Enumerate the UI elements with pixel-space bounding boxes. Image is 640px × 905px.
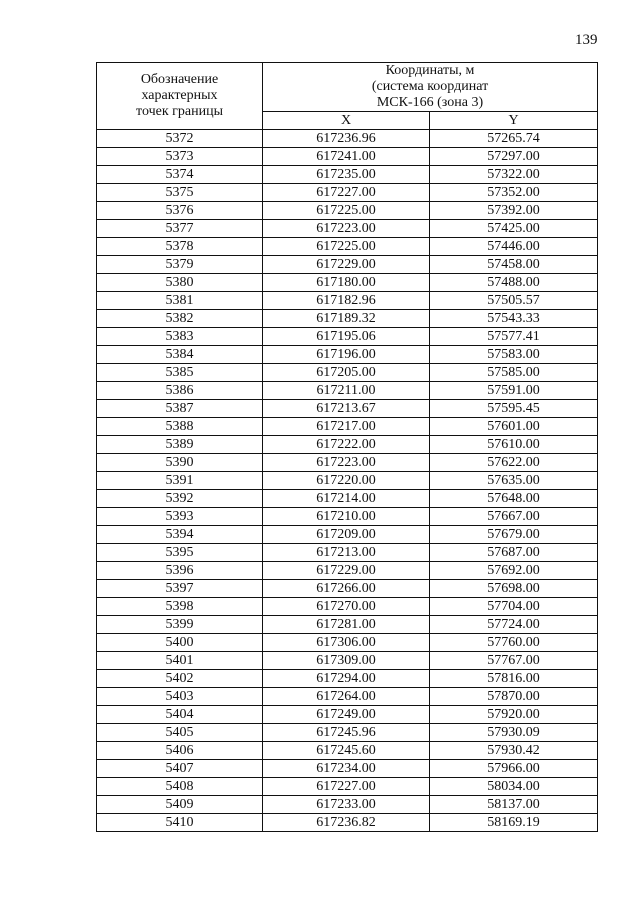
point-cell: 5388: [97, 418, 263, 436]
table-row: [97, 670, 598, 688]
x-cell: 617195.06: [263, 328, 430, 346]
point-cell: 5382: [97, 310, 263, 328]
point-header-line: Обозначение: [140, 72, 219, 87]
x-cell: 617294.00: [263, 670, 430, 688]
table-row: [97, 598, 598, 616]
table-row: [97, 346, 598, 364]
x-cell: 617266.00: [263, 580, 430, 598]
x-cell: 617220.00: [263, 472, 430, 490]
y-column-header: Y: [430, 112, 598, 130]
x-cell: 617241.00: [263, 148, 430, 166]
x-cell: 617222.00: [263, 436, 430, 454]
table-row: [97, 760, 598, 778]
table-row: [97, 562, 598, 580]
table-row: [97, 328, 598, 346]
y-cell: 57583.00: [430, 346, 598, 364]
page-number: 139: [575, 32, 598, 48]
x-cell: 617233.00: [263, 796, 430, 814]
point-cell: 5391: [97, 472, 263, 490]
table-row: [97, 364, 598, 382]
point-cell: 5407: [97, 760, 263, 778]
y-cell: 57543.33: [430, 310, 598, 328]
y-cell: 57704.00: [430, 598, 598, 616]
x-cell: 617189.32: [263, 310, 430, 328]
y-cell: 57297.00: [430, 148, 598, 166]
x-cell: 617225.00: [263, 202, 430, 220]
coordinates-table: [96, 62, 598, 832]
point-cell: 5389: [97, 436, 263, 454]
table-row: [97, 814, 598, 832]
point-cell: 5377: [97, 220, 263, 238]
table-row: [97, 202, 598, 220]
y-cell: 57458.00: [430, 256, 598, 274]
point-cell: 5378: [97, 238, 263, 256]
table-row: [97, 166, 598, 184]
y-cell: 57698.00: [430, 580, 598, 598]
y-cell: 57595.45: [430, 400, 598, 418]
coords-header-line: (система координат: [371, 79, 489, 94]
x-cell: 617245.60: [263, 742, 430, 760]
y-cell: 57577.41: [430, 328, 598, 346]
y-cell: 57622.00: [430, 454, 598, 472]
point-cell: 5408: [97, 778, 263, 796]
table-row: [97, 436, 598, 454]
x-cell: 617270.00: [263, 598, 430, 616]
x-cell: 617180.00: [263, 274, 430, 292]
y-cell: 57352.00: [430, 184, 598, 202]
y-cell: 57724.00: [430, 616, 598, 634]
point-cell: 5402: [97, 670, 263, 688]
point-column-header: [97, 63, 263, 130]
y-cell: 57505.57: [430, 292, 598, 310]
y-cell: 57667.00: [430, 508, 598, 526]
x-cell: 617217.00: [263, 418, 430, 436]
x-cell: 617229.00: [263, 256, 430, 274]
point-cell: 5387: [97, 400, 263, 418]
y-cell: 58137.00: [430, 796, 598, 814]
table-row: [97, 724, 598, 742]
table-row: [97, 310, 598, 328]
x-cell: 617196.00: [263, 346, 430, 364]
point-cell: 5385: [97, 364, 263, 382]
x-cell: 617264.00: [263, 688, 430, 706]
x-cell: 617210.00: [263, 508, 430, 526]
point-cell: 5399: [97, 616, 263, 634]
point-cell: 5395: [97, 544, 263, 562]
x-cell: 617214.00: [263, 490, 430, 508]
point-cell: 5384: [97, 346, 263, 364]
y-cell: 57610.00: [430, 436, 598, 454]
y-cell: 57322.00: [430, 166, 598, 184]
x-cell: 617209.00: [263, 526, 430, 544]
y-cell: 57585.00: [430, 364, 598, 382]
table-row: [97, 778, 598, 796]
table-body: [97, 130, 598, 832]
x-cell: 617236.96: [263, 130, 430, 148]
table-row: [97, 616, 598, 634]
y-cell: 57392.00: [430, 202, 598, 220]
x-cell: 617249.00: [263, 706, 430, 724]
y-cell: 57870.00: [430, 688, 598, 706]
y-cell: 57930.09: [430, 724, 598, 742]
point-cell: 5404: [97, 706, 263, 724]
y-cell: 57966.00: [430, 760, 598, 778]
point-cell: 5401: [97, 652, 263, 670]
coords-header-line: МСК-166 (зона 3): [376, 95, 484, 110]
table-row: [97, 220, 598, 238]
coordinates-column-header: [263, 63, 598, 112]
x-cell: 617182.96: [263, 292, 430, 310]
point-cell: 5393: [97, 508, 263, 526]
y-cell: 57591.00: [430, 382, 598, 400]
y-cell: 57920.00: [430, 706, 598, 724]
point-cell: 5383: [97, 328, 263, 346]
y-cell: 57488.00: [430, 274, 598, 292]
y-cell: 57635.00: [430, 472, 598, 490]
point-cell: 5398: [97, 598, 263, 616]
point-cell: 5392: [97, 490, 263, 508]
point-cell: 5396: [97, 562, 263, 580]
point-cell: 5405: [97, 724, 263, 742]
table-row: [97, 544, 598, 562]
y-cell: 58034.00: [430, 778, 598, 796]
x-column-header: X: [263, 112, 430, 130]
y-cell: 57816.00: [430, 670, 598, 688]
x-cell: 617227.00: [263, 778, 430, 796]
table-row: [97, 490, 598, 508]
point-cell: 5376: [97, 202, 263, 220]
point-cell: 5390: [97, 454, 263, 472]
x-cell: 617235.00: [263, 166, 430, 184]
table-row: [97, 526, 598, 544]
y-cell: 58169.19: [430, 814, 598, 832]
y-cell: 57760.00: [430, 634, 598, 652]
point-cell: 5406: [97, 742, 263, 760]
table-row: [97, 292, 598, 310]
table-row: [97, 652, 598, 670]
x-cell: 617205.00: [263, 364, 430, 382]
table-row: [97, 580, 598, 598]
table-row: [97, 472, 598, 490]
point-cell: 5403: [97, 688, 263, 706]
y-cell: 57767.00: [430, 652, 598, 670]
point-cell: 5394: [97, 526, 263, 544]
point-cell: 5372: [97, 130, 263, 148]
y-cell: 57425.00: [430, 220, 598, 238]
y-cell: 57265.74: [430, 130, 598, 148]
coords-header-line: Координаты, м: [385, 63, 475, 78]
table-row: [97, 382, 598, 400]
point-cell: 5400: [97, 634, 263, 652]
table-row: [97, 148, 598, 166]
point-cell: 5386: [97, 382, 263, 400]
table-row: [97, 238, 598, 256]
y-cell: 57601.00: [430, 418, 598, 436]
point-cell: 5381: [97, 292, 263, 310]
x-cell: 617223.00: [263, 454, 430, 472]
y-cell: 57930.42: [430, 742, 598, 760]
point-cell: 5410: [97, 814, 263, 832]
table-row: [97, 688, 598, 706]
table-row: [97, 130, 598, 148]
x-cell: 617223.00: [263, 220, 430, 238]
x-cell: 617281.00: [263, 616, 430, 634]
point-cell: 5373: [97, 148, 263, 166]
x-cell: 617234.00: [263, 760, 430, 778]
point-cell: 5397: [97, 580, 263, 598]
point-cell: 5380: [97, 274, 263, 292]
point-cell: 5409: [97, 796, 263, 814]
table-row: [97, 454, 598, 472]
y-cell: 57648.00: [430, 490, 598, 508]
table-row: [97, 400, 598, 418]
x-cell: 617227.00: [263, 184, 430, 202]
table-row: [97, 634, 598, 652]
table-row: [97, 508, 598, 526]
x-cell: 617211.00: [263, 382, 430, 400]
x-cell: 617213.00: [263, 544, 430, 562]
point-cell: 5375: [97, 184, 263, 202]
point-cell: 5374: [97, 166, 263, 184]
y-cell: 57679.00: [430, 526, 598, 544]
y-cell: 57692.00: [430, 562, 598, 580]
x-cell: 617229.00: [263, 562, 430, 580]
table-row: [97, 796, 598, 814]
x-cell: 617245.96: [263, 724, 430, 742]
table-row: [97, 274, 598, 292]
table-row: [97, 256, 598, 274]
point-cell: 5379: [97, 256, 263, 274]
table-row: [97, 418, 598, 436]
table-header: [97, 63, 598, 130]
y-cell: 57687.00: [430, 544, 598, 562]
point-header-line: точек границы: [136, 104, 223, 119]
x-cell: 617306.00: [263, 634, 430, 652]
x-cell: 617236.82: [263, 814, 430, 832]
table-row: [97, 706, 598, 724]
table-row: [97, 742, 598, 760]
point-header-line: характерных: [141, 88, 218, 103]
y-cell: 57446.00: [430, 238, 598, 256]
x-cell: 617213.67: [263, 400, 430, 418]
table-row: [97, 184, 598, 202]
x-cell: 617309.00: [263, 652, 430, 670]
x-cell: 617225.00: [263, 238, 430, 256]
